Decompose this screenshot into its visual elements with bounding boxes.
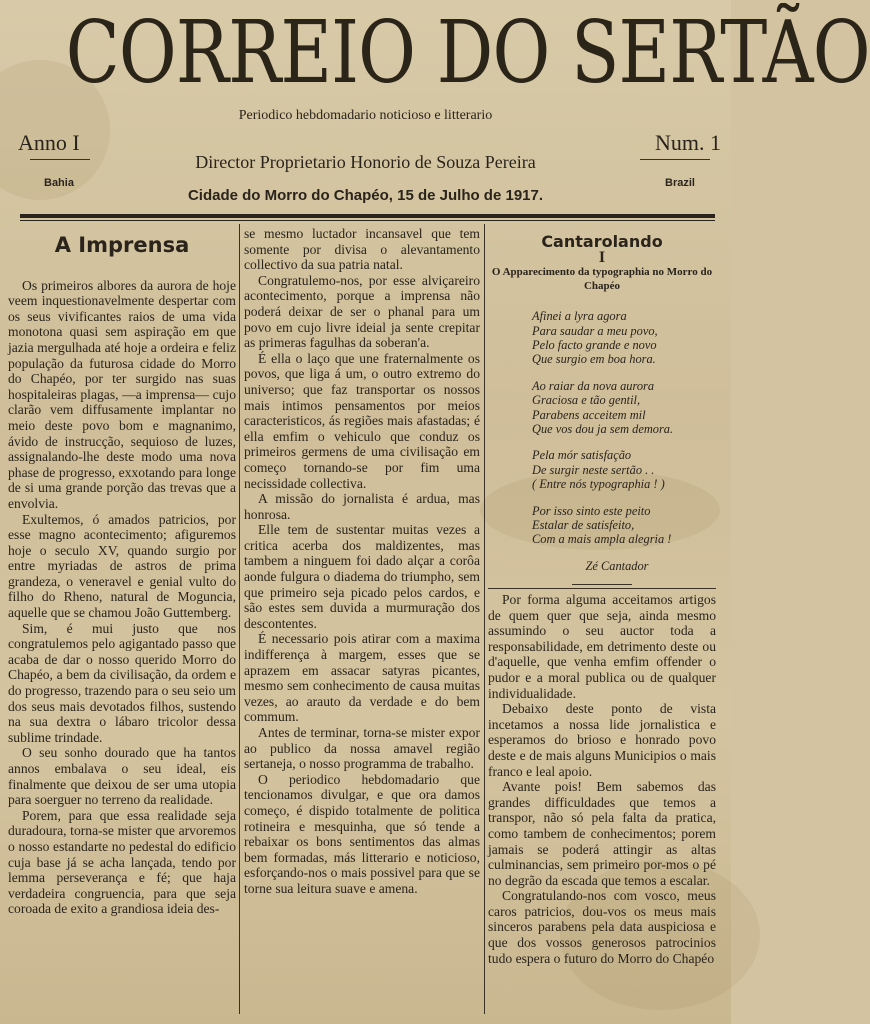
- article-paragraph: Debaixo deste ponto de vista incetamos a nossa lide jornalistica e esperamos do brioso e honrado povo deste e de mais alguns Municipios o mais franco e leal apoio.: [488, 701, 716, 779]
- header-rule-thin: [20, 220, 715, 221]
- dateline: Cidade do Morro do Chapéo, 15 de Julho de 1917.: [187, 187, 544, 204]
- article-paragraph: O periodico hebdomadario que tencionamos divulgar, e que ora damos começo, é dispido totalmente de politica rotineira e mesquinha, que só tende a rebaixar os bons sentimentos das almas bem formadas, más litterario e noticioso, esforçando-nos o mais possivel para que se torne sua leitura suave e amena.: [244, 771, 480, 896]
- poem-line: Pelo facto grande e novo: [532, 338, 657, 352]
- article-column-2: [244, 226, 480, 897]
- place-left: Bahia: [44, 177, 74, 189]
- section-rule: [488, 588, 716, 589]
- place-right: Brazil: [665, 177, 695, 189]
- poem-signature: Zé Cantador: [585, 558, 649, 573]
- column-divider: [239, 224, 240, 1014]
- issue-year: Anno I: [18, 130, 80, 155]
- poem-title: Cantarolando: [541, 232, 663, 251]
- article-paragraph: Congratulemo-nos, por esse alviçareiro acontecimento, porque a imprensa não poderá deixar de ser o phanal para um povo em cujo livre ideial ja sente crepitar as primeras fagulhas da soberan'a.: [244, 272, 480, 351]
- article-paragraph: se mesmo luctador incansavel que tem somente por divisa o alevantamento collectivo da sua patria natal.: [244, 226, 480, 273]
- poem-numeral: I: [598, 248, 606, 266]
- poem-line: Estalar de satisfeito,: [532, 518, 635, 533]
- ornament-rule: [572, 584, 632, 585]
- article-paragraph: Porem, para que essa realidade seja duradoura, torna-se mister que arvoremos o nosso estandarte no pedestal do edificio cuja base já se acha lançada, tendo por lemma perseverança e fé; que haja verdadeira congruencia, para que seja coroada de exito a grandiosa ideia des-: [8, 807, 236, 917]
- poem-line: Por isso sinto este peito: [532, 503, 651, 518]
- poem-stanza: [532, 504, 716, 547]
- poem-line: ( Entre nós typographia ! ): [532, 477, 665, 492]
- article-column-1: [8, 226, 236, 917]
- poem-subtitle: O Apparecimento da typographia no Morro do Chapéo: [491, 266, 713, 293]
- article-title: A Imprensa: [54, 233, 190, 257]
- article-paragraph: Congratulando-nos com vosco, meus caros patricios, dou-vos os meus mais sinceros parabens pela data auspiciosa e que dos vossos generosos patrocinios tudo espera o futuro do Morro do Chapéo: [488, 888, 716, 966]
- poem-line: Que surgio em boa hora.: [532, 352, 656, 367]
- article-paragraph: Por forma alguma acceitamos artigos de quem quer que seja, ainda mesmo assumindo o seu auctor toda a responsabilidade, em detrimento deste ou d'aquelle, que venha emfim offender o pudor e a moral publica ou de qualquer individualidade.: [488, 592, 716, 701]
- column-divider: [484, 224, 485, 1014]
- poem-line: Que vos dou ja sem demora.: [532, 422, 674, 437]
- poem-line: De surgir neste sertão . .: [532, 462, 655, 477]
- poem-column: [488, 226, 716, 595]
- article-column-3: [488, 592, 716, 966]
- poem-line: Afinei a lyra agora: [532, 309, 627, 324]
- poem-stanza: [532, 309, 716, 367]
- poem-stanza: [532, 379, 716, 437]
- article-paragraph: A missão do jornalista é ardua, mas honrosa.: [244, 491, 480, 522]
- poem-stanza: [532, 448, 716, 491]
- poem-line: Parabens acceitem mil: [532, 407, 646, 422]
- poem-line: Para saudar a meu povo,: [532, 323, 658, 338]
- header-rule-thick: [20, 214, 715, 218]
- poem-line: Ao raiar da nova aurora: [532, 378, 655, 393]
- article-paragraph: Exultemos, ó amados patricios, por esse magno acontecimento; afiguremos hoje o seculo XV, quando surgio por entre myriadas de astros de prima grandeza, o veneravel e genial vulto do filho do Rheno, natural de Moguncia, aquelle que se chamou João Guttemberg.: [8, 511, 236, 621]
- masthead-subtitle: Periodico hebdomadario noticioso e litterario: [238, 108, 493, 123]
- article-paragraph: O seu sonho dourado que ha tantos annos embalava o seu ideal, eis finalmente que deixou de ser uma utopia para soerguer no terreno da realidade.: [8, 745, 236, 808]
- article-paragraph: Antes de terminar, torna-se mister expor ao publico da nossa amavel região sertaneja, o nosso programma de trabalho.: [244, 725, 480, 772]
- masthead-title: CORREIO DO SERTÃO: [65, 3, 870, 103]
- director-line: Director Proprietario Honorio de Souza Pereira: [195, 152, 536, 172]
- poem-line: Graciosa e tão gentil,: [532, 393, 641, 408]
- poem-line: Pela mór satisfação: [532, 448, 632, 463]
- article-paragraph: Elle tem de sustentar muitas vezes a critica acerba dos maldizentes, mas tambem a ninguem foi dado alçar a corôa aonde fulgura o diadema do triumpho, sem que primeiro seja picado pelos cardos, e são estes sem duvida a murmuração dos descontentes.: [244, 522, 480, 631]
- article-paragraph: É ella o laço que une fraternalmente os povos, que liga á um, o outro extremo do universo; que faz transportar os nossos mais intimos pensamentos por meios caracteristicos, ás regiões mais afastadas; é ella emfim o vehiculo que conduz os primeiros germens de uma civilisação em começo tornando-se por fim uma necissidade collectiva.: [244, 350, 480, 491]
- article-paragraph: Sim, é mui justo que nos congratulemos pelo agigantado passo que acaba de dar o nosso querido Morro do Chapéo, a bem da civilisação, da ordem e do progresso, trazendo para o seu seio um dos seus mais devotados filhos, sustendo na sua dextra o lábaro tricolor dessa sublime trindade.: [8, 620, 237, 745]
- article-paragraph: Os primeiros albores da aurora de hoje veem inquestionavelmente despertar com os seus vivificantes raios de uma vida monotona quasi sem aspiração em que jazia mergulhada até hoje a ordeira e feliz população da futurosa cidade do Morro do Chapéo, por ter surgido nas suas hospitaleiras plagas, —a imprensa— cujo clarão vem diffusamente implantar no meio deste povo bom e magnanimo, ávido de instrucção, sequioso de luzes, assignalando-lhe deste modo uma nova phase de progresso, exxotando para longe de si uma grande porção das trevas que a envolvia.: [8, 277, 236, 511]
- article-paragraph: Avante pois! Bem sabemos das grandes difficuldades que temos a transpor, não só pela falta da pratica, como tambem de conhecimentos; porem jamais se poderá attingir as altas culminancias, sem primeiro por-mos o pé no degrão da escada que temos a escalar.: [488, 779, 716, 888]
- article-paragraph: É necessario pois atirar com a maxima indifferença à margem, esses que se aprazem em assacar satyras picantes, mesmo sem conhecimento de causa muitas vezes, ao arauto da verdade e do bem commum.: [244, 631, 480, 725]
- poem-line: Com a mais ampla alegria !: [532, 532, 672, 547]
- issue-number: Num. 1: [655, 130, 721, 155]
